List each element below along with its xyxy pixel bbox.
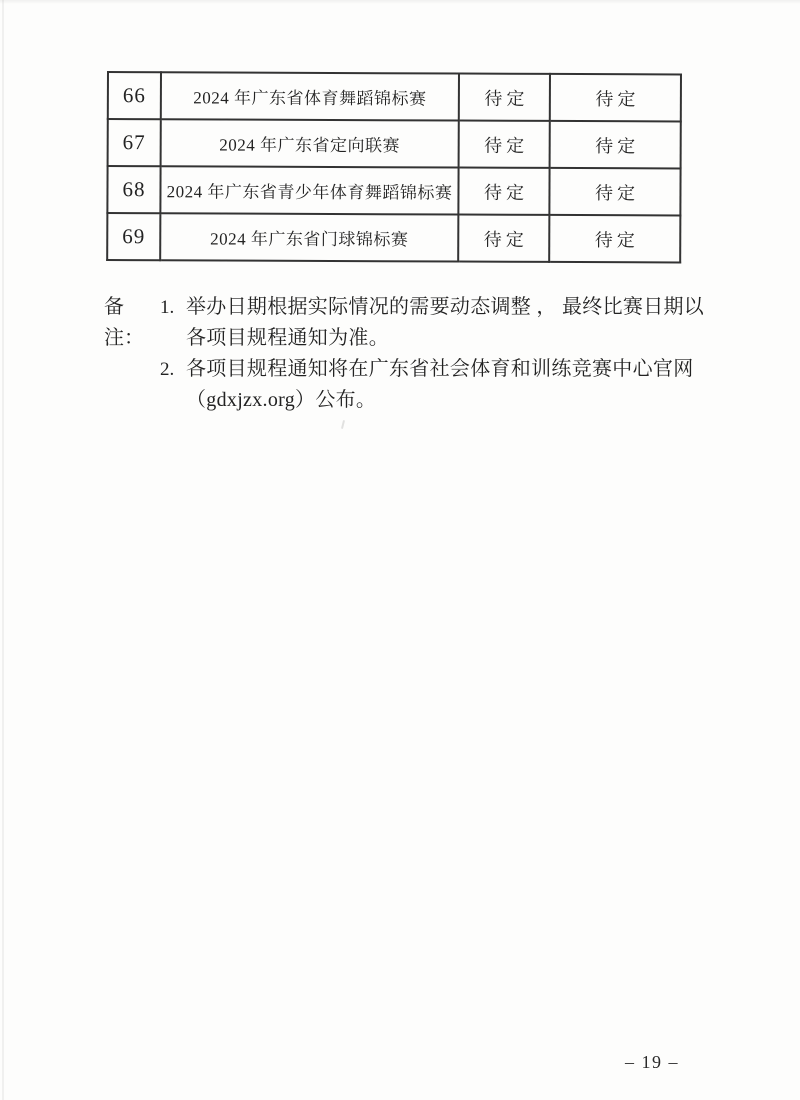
cell-event-name: 2024 年广东省体育舞蹈锦标赛 <box>161 72 459 120</box>
cell-date-tbd: 待定 <box>459 74 550 121</box>
events-table <box>106 71 682 264</box>
cell-event-name: 2024 年广东省青少年体育舞蹈锦标赛 <box>160 166 458 214</box>
table-row <box>107 166 680 215</box>
cell-no: 68 <box>107 166 160 213</box>
cell-no: 66 <box>108 72 161 119</box>
notes-label: 备注： <box>104 296 144 349</box>
cell-date-tbd: 待定 <box>458 215 549 262</box>
note-item <box>160 354 704 416</box>
table-row <box>107 213 680 262</box>
cell-no: 67 <box>108 119 161 166</box>
table-row <box>108 119 681 168</box>
table-row <box>108 72 681 121</box>
cell-date-tbd: 待定 <box>458 168 549 215</box>
page-number: – 19 – <box>625 1052 679 1072</box>
note-item-line: （gdxjzx.org）公布。 <box>186 389 377 411</box>
note-item-line: 举办日期根据实际情况的需要动态调整 ， 最终比赛日期以 <box>186 296 705 318</box>
scan-artifact <box>341 420 345 429</box>
notes-section <box>104 292 704 416</box>
cell-venue-tbd: 待定 <box>549 168 680 216</box>
cell-date-tbd: 待定 <box>459 121 550 168</box>
scan-edge-top <box>0 0 800 4</box>
cell-event-name: 2024 年广东省门球锦标赛 <box>160 213 458 261</box>
note-item-line: 各项目规程通知将在广东省社会体育和训练竞赛中心官网 <box>186 358 694 380</box>
cell-venue-tbd: 待定 <box>550 121 681 169</box>
note-item <box>160 292 704 354</box>
scan-edge-left <box>2 0 4 1100</box>
cell-venue-tbd: 待定 <box>550 74 681 122</box>
note-item-number: 2. <box>160 359 175 380</box>
note-item-number: 1. <box>160 297 175 318</box>
cell-venue-tbd: 待定 <box>549 215 680 263</box>
cell-no: 69 <box>107 213 160 260</box>
note-item-line: 各项目规程通知为准。 <box>186 327 389 349</box>
cell-event-name: 2024 年广东省定向联赛 <box>161 119 459 167</box>
notes-items <box>160 292 704 416</box>
